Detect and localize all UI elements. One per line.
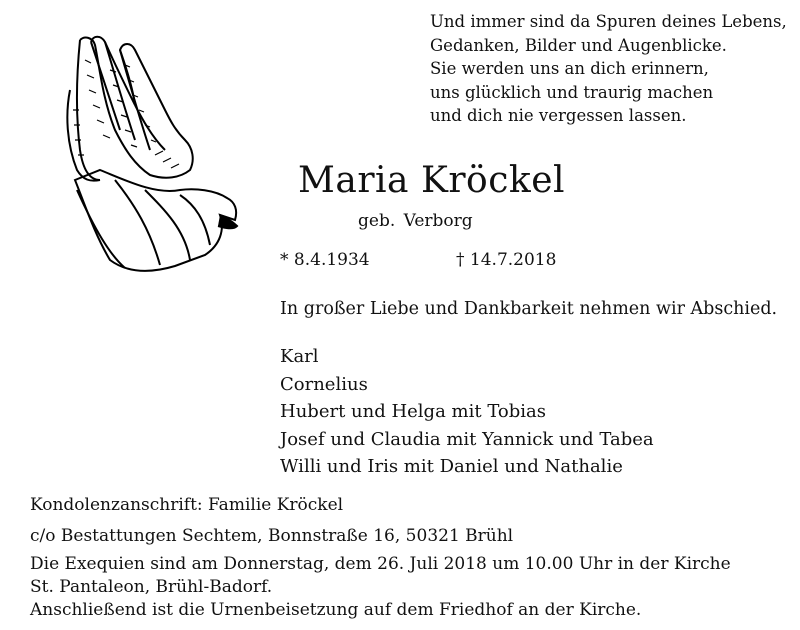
- condolence-address: [30, 490, 513, 552]
- poem-line: uns glücklich und traurig machen: [430, 82, 714, 102]
- service-line: Die Exequien sind am Donnerstag, dem 26. Juli 2018 um 10.00 Uhr in der Kirche: [30, 554, 731, 574]
- poem-line: Sie werden uns an dich erinnern,: [430, 59, 709, 78]
- mourner: Josef und Claudia mit Yannick und Tabea: [280, 428, 654, 450]
- mourner: Hubert und Helga mit Tobias: [280, 401, 547, 422]
- poem-line: und dich nie vergessen lassen.: [430, 106, 687, 125]
- mourners-list: [280, 343, 654, 481]
- deceased-name: Maria Kröckel: [298, 160, 566, 201]
- memorial-poem: [430, 10, 787, 128]
- birth-name: geb. Verborg: [358, 211, 473, 231]
- birth-date: * 8.4.1934: [280, 250, 370, 270]
- condolence-line: Kondolenzanschrift: Familie Kröckel: [30, 495, 344, 515]
- mourner: Cornelius: [280, 373, 368, 395]
- death-date: † 14.7.2018: [456, 250, 557, 270]
- praying-hands-icon: [55, 30, 245, 280]
- service-details: [30, 553, 731, 622]
- poem-line: Und immer sind da Spuren deines Lebens,: [430, 12, 787, 31]
- farewell-text: In großer Liebe und Dankbarkeit nehmen wir Abschied.: [280, 299, 778, 319]
- condolence-line: c/o Bestattungen Sechtem, Bonnstraße 16, 50321 Brühl: [30, 526, 514, 546]
- poem-line: Gedanken, Bilder und Augenblicke.: [430, 35, 727, 55]
- mourner: Karl: [280, 346, 319, 367]
- service-line: Anschließend ist die Urnenbeisetzung auf dem Friedhof an der Kirche.: [30, 600, 642, 620]
- service-line: St. Pantaleon, Brühl-Badorf.: [30, 577, 273, 597]
- mourner: Willi und Iris mit Daniel und Nathalie: [280, 456, 623, 477]
